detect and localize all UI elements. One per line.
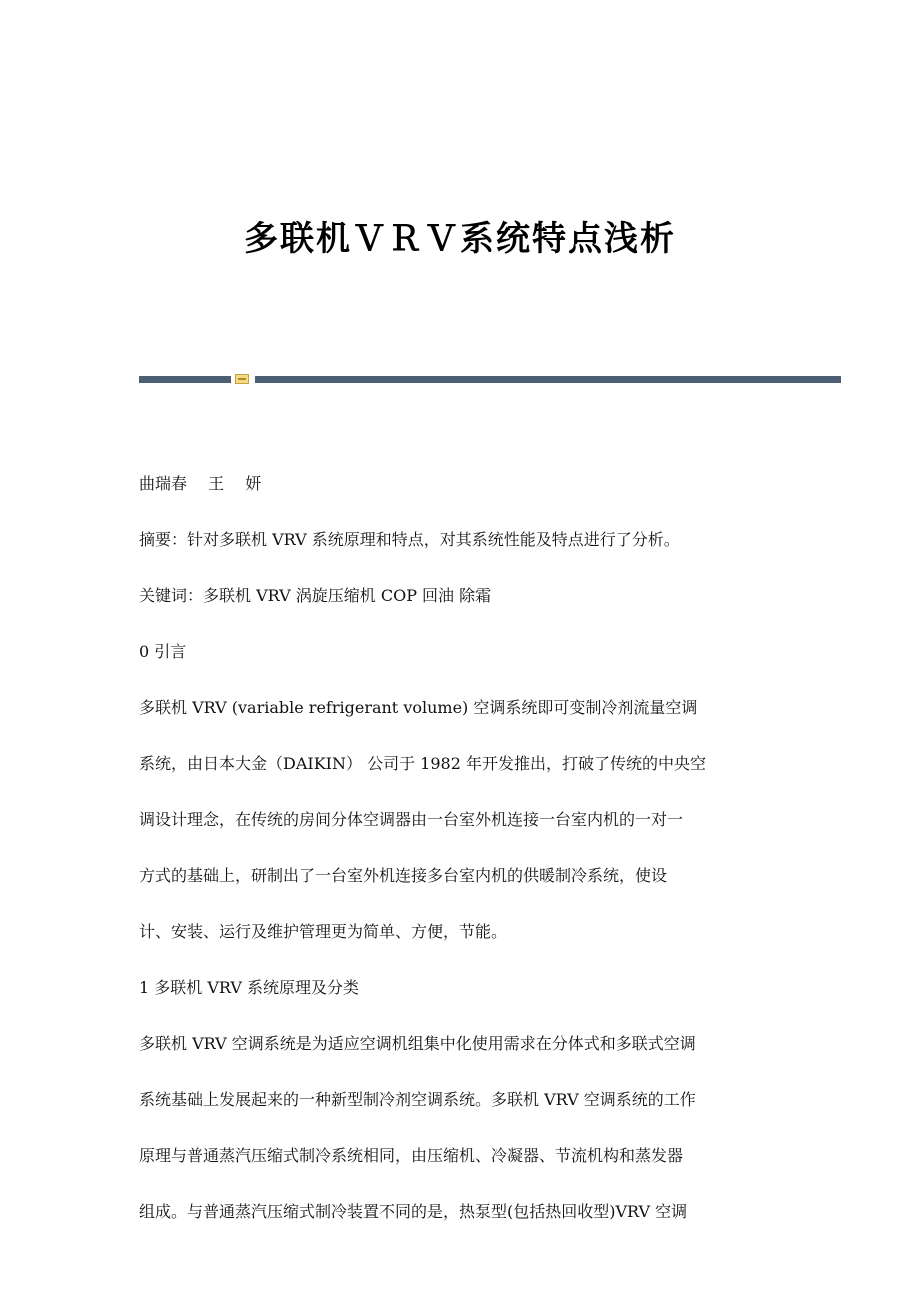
author-name: 王: [208, 474, 225, 493]
paragraph-line: 调设计理念，在传统的房间分体空调器由一台室外机连接一台室内机的一对一: [139, 810, 684, 829]
paragraph-line: 方式的基础上，研制出了一台室外机连接多台室内机的供暖制冷系统，使设: [139, 866, 668, 885]
paragraph-line: 组成。与普通蒸汽压缩式制冷装置不同的是，热泵型(包括热回收型)VRV 空调: [139, 1202, 688, 1221]
divider-left-bar: [139, 376, 231, 383]
paragraph-line: 多联机 VRV (variable refrigerant volume) 空调系统即可变制冷剂流量空调: [139, 698, 698, 717]
divider-right-bar: [255, 376, 841, 383]
page-title: 多联机ＶＲＶ系统特点浅析: [244, 219, 676, 259]
section-heading: 1 多联机 VRV 系统原理及分类: [139, 978, 360, 997]
document-body: [139, 512, 779, 1240]
paragraph-line: 原理与普通蒸汽压缩式制冷系统相同，由压缩机、冷凝器、节流机构和蒸发器: [139, 1146, 684, 1165]
author-list: [139, 456, 779, 512]
author-name: 妍: [245, 474, 262, 493]
author-name: 曲瑞春: [139, 474, 188, 493]
title-divider: [139, 374, 841, 384]
section-heading: 0 引言: [139, 642, 187, 661]
keywords: 关键词：多联机 VRV 涡旋压缩机 COP 回油 除霜: [139, 586, 492, 605]
paragraph-line: 系统，由日本大金（DAIKIN） 公司于 1982 年开发推出，打破了传统的中央空: [139, 754, 706, 773]
divider-ornament-icon: [235, 374, 249, 384]
paragraph-line: 计、安装、运行及维护管理更为简单、方便，节能。: [139, 922, 508, 941]
paragraph-line: 多联机 VRV 空调系统是为适应空调机组集中化使用需求在分体式和多联式空调: [139, 1034, 696, 1053]
abstract: 摘要：针对多联机 VRV 系统原理和特点，对其系统性能及特点进行了分析。: [139, 530, 680, 549]
paragraph-line: 系统基础上发展起来的一种新型制冷剂空调系统。多联机 VRV 空调系统的工作: [139, 1090, 696, 1109]
